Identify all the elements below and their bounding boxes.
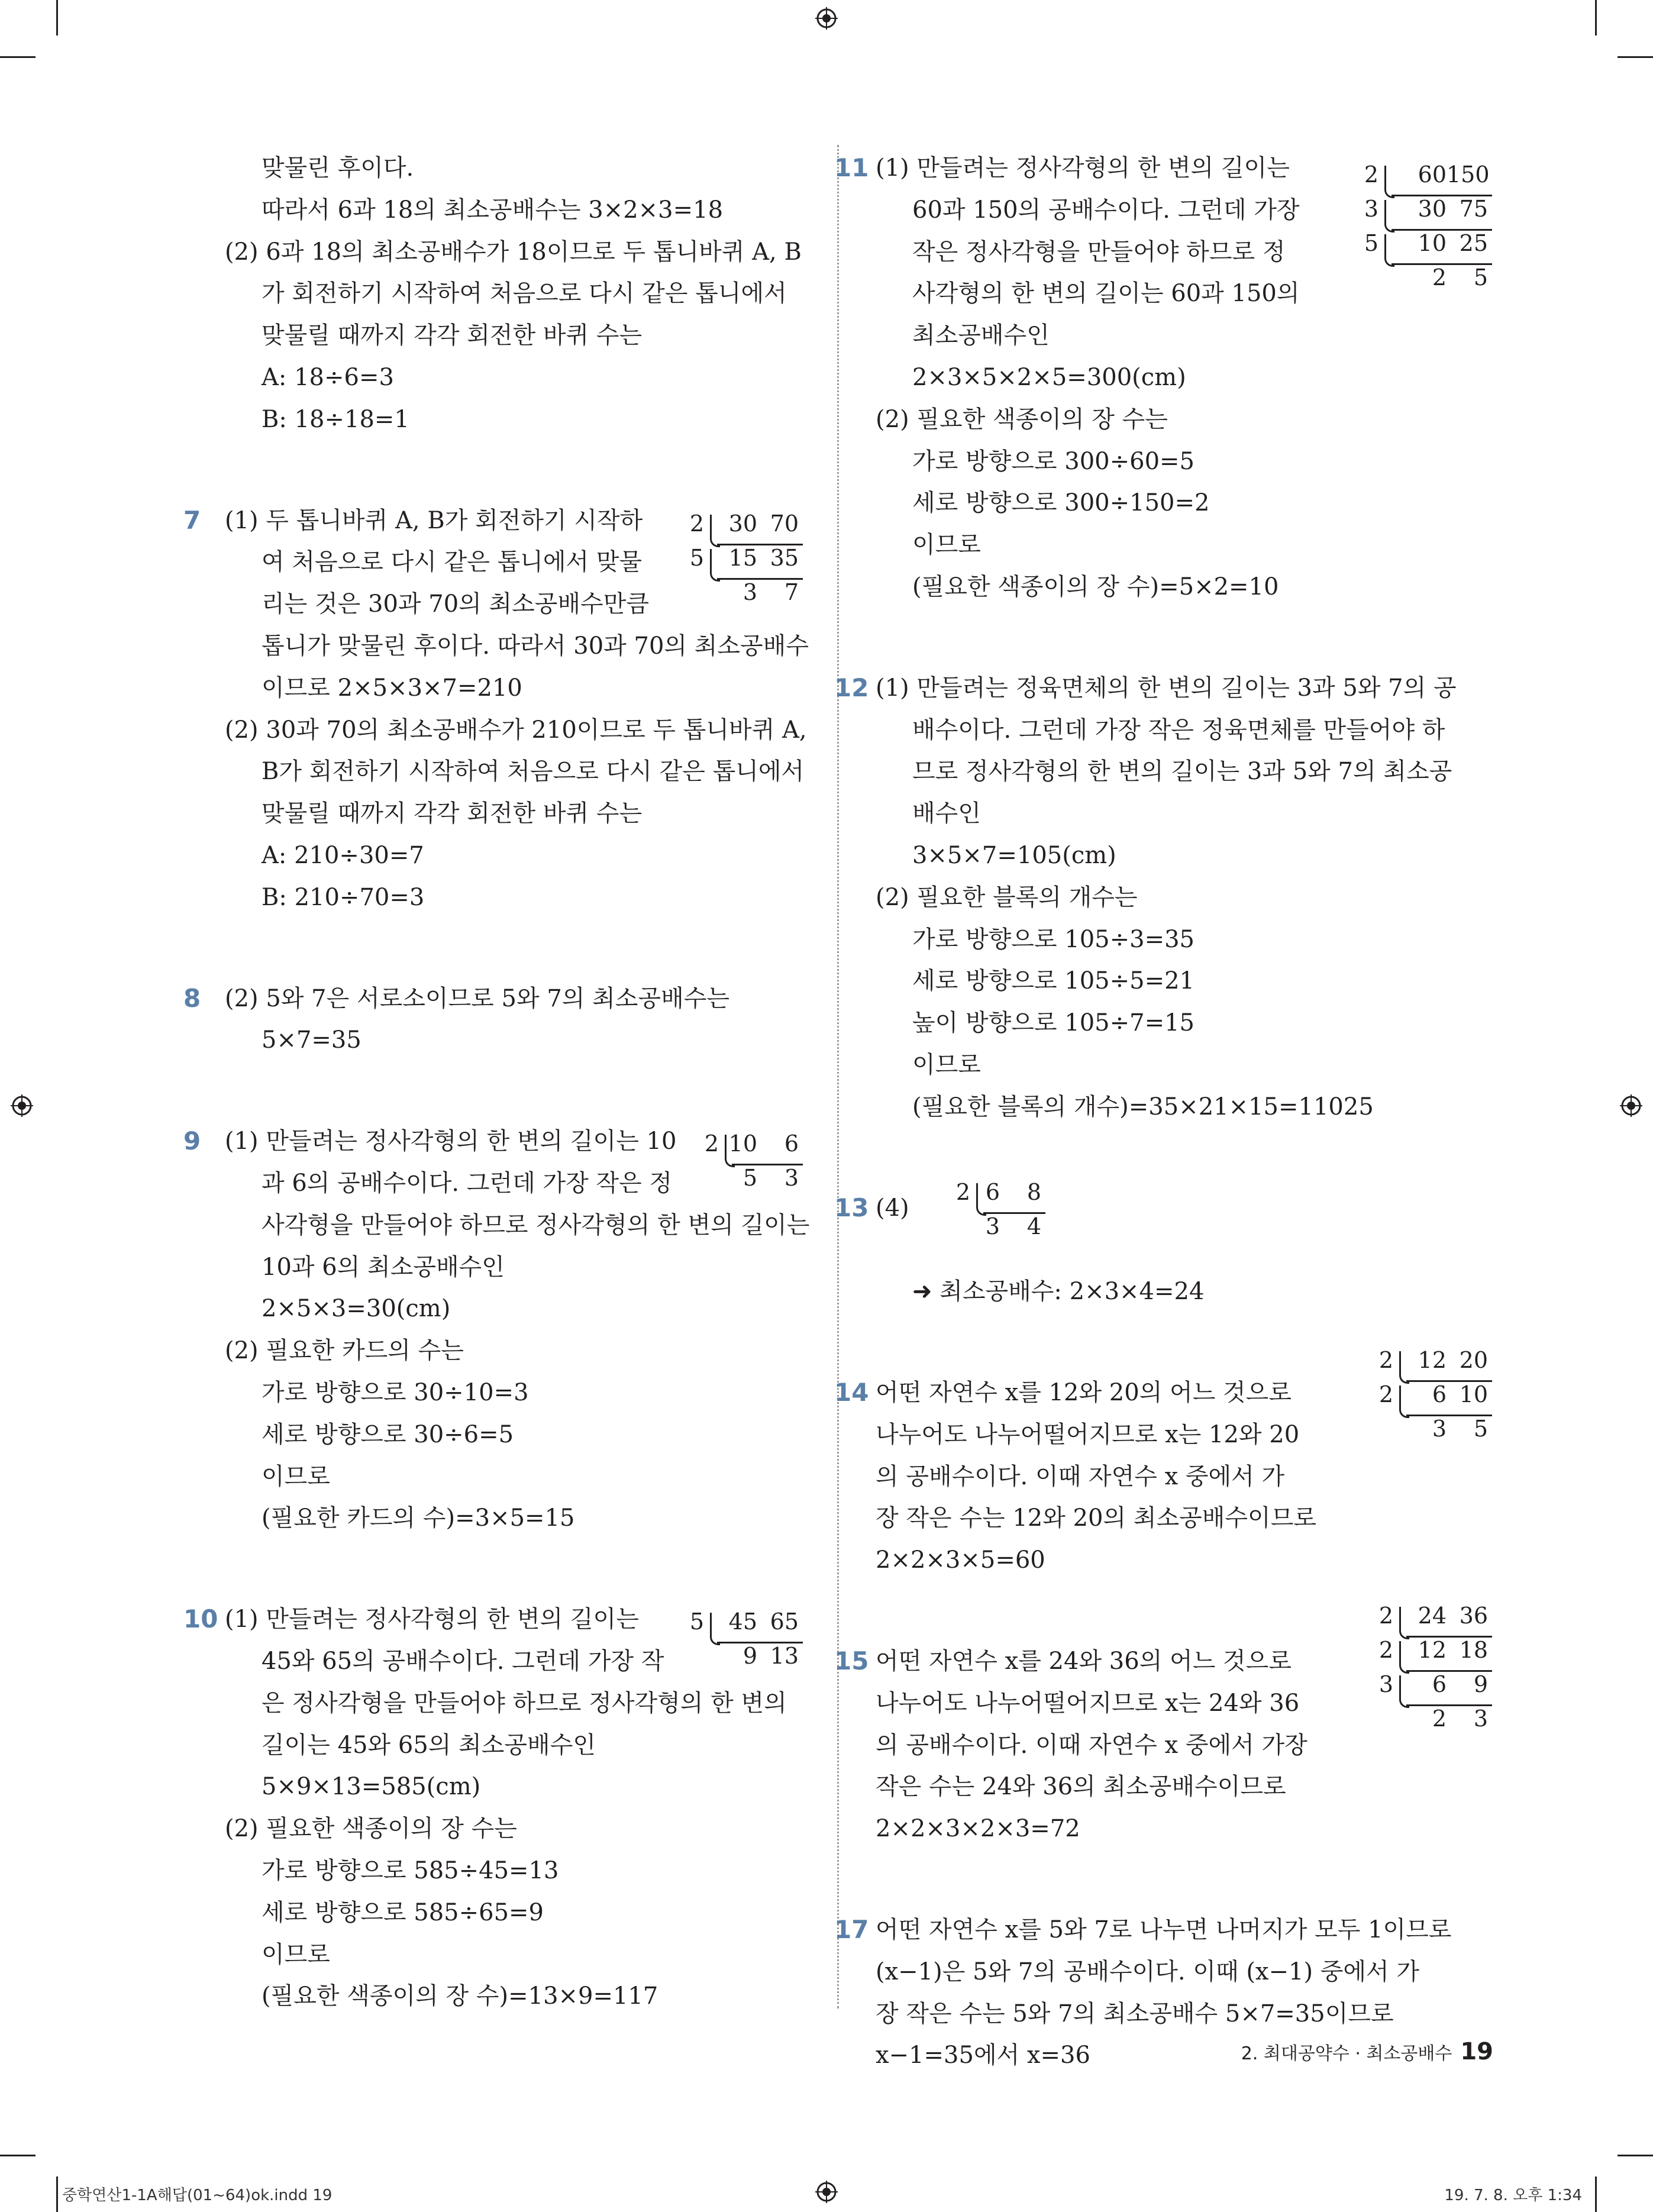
quotient: 3 [1473, 1706, 1488, 1732]
dividend: 6 [784, 1131, 799, 1157]
answer-line: (2) 필요한 색종이의 장 수는 [876, 405, 1168, 433]
dividend: 60 [1418, 162, 1447, 188]
answer-line: 톱니가 맞물린 후이다. 따라서 30과 70의 최소공배수 [261, 632, 809, 660]
answer-line: 2×2×3×2×3=72 [876, 1815, 1080, 1843]
divisor: 2 [1378, 1381, 1393, 1407]
divisor: 2 [1378, 1637, 1393, 1663]
registration-mark-icon [815, 7, 838, 30]
divisor: 2 [1378, 1347, 1393, 1373]
answer-line: (1) 두 톱니바퀴 A, B가 회전하기 시작하 [225, 506, 643, 534]
answer-line: 사각형을 만들어야 하므로 정사각형의 한 변의 길이는 [261, 1211, 810, 1239]
page-footer [1241, 2038, 1493, 2065]
division-bracket [1399, 1386, 1409, 1418]
section-title: 2. 최대공약수 · 최소공배수 [1241, 2043, 1452, 2064]
answer-line: (2) 필요한 색종이의 장 수는 [225, 1815, 517, 1843]
answer-line: B가 회전하기 시작하여 처음으로 다시 같은 톱니에서 [261, 758, 805, 786]
divisor: 5 [1364, 230, 1378, 256]
dividend: 70 [770, 511, 799, 537]
crop-mark [1618, 56, 1653, 58]
dividend: 9 [1473, 1671, 1488, 1697]
division-bracket [1399, 1675, 1409, 1708]
question-number: 13 [834, 1193, 869, 1222]
dividend: 75 [1459, 196, 1488, 222]
answer-line: ➜ 최소공배수: 2×3×4=24 [912, 1278, 1205, 1306]
answer-line: 5×9×13=585(cm) [261, 1773, 481, 1801]
dividend: 18 [1459, 1637, 1488, 1663]
answer-line: (1) 만들려는 정육면체의 한 변의 길이는 3과 5와 7의 공 [876, 674, 1457, 702]
answer-line: 이므로 [912, 531, 981, 559]
answer-line: 높이 방향으로 105÷7=15 [912, 1009, 1194, 1037]
answer-line: 나누어도 나누어떨어지므로 x는 24와 36 [876, 1689, 1300, 1717]
short-division [947, 1178, 1047, 1247]
question-number: 17 [834, 1915, 869, 1944]
answer-line: 가로 방향으로 30÷10=3 [261, 1379, 529, 1406]
answer-line: (1) 만들려는 정사각형의 한 변의 길이는 [225, 1606, 639, 1633]
quotient: 2 [1432, 1706, 1447, 1732]
answer-line: (2) 필요한 블록의 개수는 [876, 883, 1138, 911]
registration-mark-icon [815, 2181, 838, 2203]
quotient: 5 [1473, 1416, 1488, 1442]
division-bracket [1384, 166, 1394, 198]
division-bracket [710, 1613, 720, 1645]
registration-mark-icon [1620, 1094, 1642, 1117]
answer-line: 이므로 [261, 1462, 330, 1490]
answer-line: B: 18÷18=1 [261, 405, 409, 433]
quotient: 13 [770, 1643, 799, 1669]
answer-line: 5×7=35 [261, 1026, 361, 1054]
answer-line: (x−1)은 5와 7의 공배수이다. 이때 (x−1) 중에서 가 [876, 1958, 1420, 1985]
dividend: 150 [1447, 162, 1490, 188]
short-division [1370, 1346, 1494, 1449]
division-bracket [1399, 1351, 1409, 1384]
answer-line: 세로 방향으로 105÷5=21 [912, 967, 1194, 995]
answer-line: 이므로 2×5×3×7=210 [261, 674, 522, 702]
dividend: 30 [1418, 196, 1447, 222]
dividend: 36 [1459, 1603, 1488, 1629]
dividend: 12 [1418, 1347, 1447, 1373]
division-bracket [1384, 234, 1394, 267]
divisor: 3 [1378, 1671, 1393, 1697]
dividend: 25 [1459, 230, 1488, 256]
answer-line: B: 210÷70=3 [261, 883, 425, 911]
answer-line: 따라서 6과 18의 최소공배수는 3×2×3=18 [261, 196, 724, 224]
quotient: 3 [784, 1165, 799, 1191]
answer-line: (필요한 블록의 개수)=35×21×15=11025 [912, 1093, 1374, 1120]
answer-line: 배수인 [912, 800, 981, 828]
quotient: 7 [784, 579, 799, 605]
dividend: 10 [1418, 230, 1447, 256]
answer-line: 어떤 자연수 x를 5와 7로 나누면 나머지가 모두 1이므로 [876, 1916, 1452, 1943]
answer-line: 과 6의 공배수이다. 그런데 가장 작은 정 [261, 1170, 673, 1197]
crop-mark [1618, 2155, 1653, 2156]
answer-line: 의 공배수이다. 이때 자연수 x 중에서 가장 [876, 1731, 1307, 1759]
division-bracket [710, 549, 720, 582]
answer-line: 므로 정사각형의 한 변의 길이는 3과 5와 7의 최소공 [912, 758, 1452, 786]
answer-line: (1) 만들려는 정사각형의 한 변의 길이는 10 [225, 1128, 677, 1155]
answer-line: 사각형의 한 변의 길이는 60과 150의 [912, 280, 1300, 308]
short-division [680, 1608, 805, 1677]
answer-line: (2) 필요한 카드의 수는 [225, 1337, 464, 1365]
answer-line: 가로 방향으로 105÷3=35 [912, 925, 1194, 953]
short-division [695, 1130, 805, 1199]
answer-line: 장 작은 수는 12와 20의 최소공배수이므로 [876, 1504, 1316, 1532]
question-number: 11 [834, 153, 869, 182]
division-bracket [1399, 1607, 1409, 1639]
answer-line: 2×5×3=30(cm) [261, 1295, 451, 1323]
dividend: 65 [770, 1609, 799, 1635]
divisor: 3 [1364, 196, 1378, 222]
file-slug: 중학연산1-1A해답(01~64)ok.indd 19 [62, 2187, 332, 2204]
dividend: 10 [1459, 1381, 1488, 1407]
answer-line: 가 회전하기 시작하여 처음으로 다시 같은 톱니에서 [261, 280, 787, 308]
answer-line: 10과 6의 최소공배수인 [261, 1253, 505, 1281]
crop-mark [56, 0, 58, 35]
question-number: 12 [834, 673, 869, 702]
dividend: 15 [728, 545, 757, 571]
dividend: 8 [1026, 1179, 1041, 1205]
question-number: 10 [183, 1604, 218, 1634]
quotient: 3 [742, 579, 757, 605]
short-division [1355, 161, 1494, 298]
answer-line: 리는 것은 30과 70의 최소공배수만큼 [261, 590, 649, 618]
answer-line: 길이는 45와 65의 최소공배수인 [261, 1731, 596, 1759]
division-bracket [710, 515, 720, 547]
dividend: 35 [770, 545, 799, 571]
answer-line: 2×3×5×2×5=300(cm) [912, 364, 1186, 391]
divisor: 2 [1364, 162, 1378, 188]
answer-line: (1) 만들려는 정사각형의 한 변의 길이는 [876, 154, 1290, 182]
date-slug: 19. 7. 8. 오후 1:34 [1444, 2187, 1582, 2204]
quotient: 5 [1473, 264, 1488, 290]
quotient: 2 [1432, 264, 1447, 290]
answer-line: (필요한 색종이의 장 수)=5×2=10 [912, 573, 1279, 600]
answer-line: (2) 5와 7은 서로소이므로 5와 7의 최소공배수는 [225, 984, 729, 1012]
division-bracket [1399, 1641, 1409, 1674]
column-divider [837, 145, 839, 2008]
dividend: 30 [728, 511, 757, 537]
crop-mark [0, 56, 35, 58]
answer-line: A: 18÷6=3 [261, 364, 394, 391]
answer-line: (4) [876, 1194, 909, 1222]
quotient: 3 [1432, 1416, 1447, 1442]
question-number: 9 [183, 1126, 201, 1156]
dividend: 6 [1432, 1381, 1447, 1407]
answer-line: 의 공배수이다. 이때 자연수 x 중에서 가 [876, 1462, 1285, 1490]
quotient: 4 [1026, 1213, 1041, 1239]
answer-line: 작은 정사각형을 만들어야 하므로 정 [912, 238, 1286, 266]
divisor: 2 [955, 1179, 970, 1205]
quotient: 5 [742, 1165, 757, 1191]
answer-line: (필요한 색종이의 장 수)=13×9=117 [261, 1982, 658, 2010]
answer-line: 가로 방향으로 585÷45=13 [261, 1857, 559, 1884]
answer-line: (2) 30과 70의 최소공배수가 210이므로 두 톱니바퀴 A, [225, 716, 807, 744]
answer-line: 작은 수는 24와 36의 최소공배수이므로 [876, 1773, 1286, 1801]
answer-line: (필요한 카드의 수)=3×5=15 [261, 1504, 575, 1532]
dividend: 12 [1418, 1637, 1447, 1663]
answer-line: 세로 방향으로 585÷65=9 [261, 1898, 544, 1926]
answer-line: x−1=35에서 x=36 [876, 2042, 1090, 2069]
quotient: 9 [742, 1643, 757, 1669]
answer-line: 나누어도 나누어떨어지므로 x는 12와 20 [876, 1420, 1300, 1448]
answer-line: 여 처음으로 다시 같은 톱니에서 맞물 [261, 548, 643, 576]
answer-line: 이므로 [912, 1051, 981, 1078]
answer-line: 배수이다. 그런데 가장 작은 정육면체를 만들어야 하 [912, 716, 1445, 744]
dividend: 6 [985, 1179, 1000, 1205]
question-number: 14 [834, 1378, 869, 1407]
quotient: 3 [985, 1213, 1000, 1239]
answer-line: 최소공배수인 [912, 322, 1050, 350]
short-division [1370, 1602, 1494, 1739]
crop-mark [1595, 2177, 1597, 2212]
crop-mark [56, 2177, 58, 2212]
division-bracket [1384, 200, 1394, 232]
divisor: 5 [689, 545, 704, 571]
answer-line: 3×5×7=105(cm) [912, 842, 1116, 869]
answer-line: 세로 방향으로 300÷150=2 [912, 489, 1210, 517]
answer-line: 2×2×3×5=60 [876, 1546, 1045, 1574]
answer-line: 맞물릴 때까지 각각 회전한 바퀴 수는 [261, 800, 643, 828]
answer-line: 은 정사각형을 만들어야 하므로 정사각형의 한 변의 [261, 1689, 787, 1717]
answer-line: 45와 65의 공배수이다. 그런데 가장 작 [261, 1648, 664, 1675]
question-number: 15 [834, 1646, 869, 1675]
answer-line: 가로 방향으로 300÷60=5 [912, 447, 1194, 475]
dividend: 20 [1459, 1347, 1488, 1373]
dividend: 6 [1432, 1671, 1447, 1697]
answer-line: 어떤 자연수 x를 24와 36의 어느 것으로 [876, 1648, 1292, 1675]
answer-line: A: 210÷30=7 [261, 842, 424, 869]
answer-line: 60과 150의 공배수이다. 그런데 가장 [912, 196, 1300, 224]
divisor: 2 [689, 511, 704, 537]
dividend: 24 [1418, 1603, 1447, 1629]
answer-line: 어떤 자연수 x를 12와 20의 어느 것으로 [876, 1379, 1292, 1406]
dividend: 45 [728, 1609, 757, 1635]
answer-line: 이므로 [261, 1940, 330, 1968]
crop-mark [1595, 0, 1597, 35]
question-number: 8 [183, 983, 201, 1013]
page-number: 19 [1460, 2038, 1493, 2065]
answer-line: (2) 6과 18의 최소공배수가 18이므로 두 톱니바퀴 A, B [225, 238, 802, 266]
registration-mark-icon [11, 1094, 33, 1117]
short-division [680, 510, 805, 613]
divisor: 5 [689, 1609, 704, 1635]
answer-line: 세로 방향으로 30÷6=5 [261, 1420, 514, 1448]
divisor: 2 [1378, 1603, 1393, 1629]
answer-line: 장 작은 수는 5와 7의 최소공배수 5×7=35이므로 [876, 2000, 1394, 2027]
question-number: 7 [183, 505, 201, 535]
crop-mark [0, 2155, 35, 2156]
answer-line: 맞물린 후이다. [261, 154, 414, 182]
dividend: 10 [728, 1131, 757, 1157]
answer-line: 맞물릴 때까지 각각 회전한 바퀴 수는 [261, 322, 643, 350]
divisor: 2 [704, 1131, 719, 1157]
